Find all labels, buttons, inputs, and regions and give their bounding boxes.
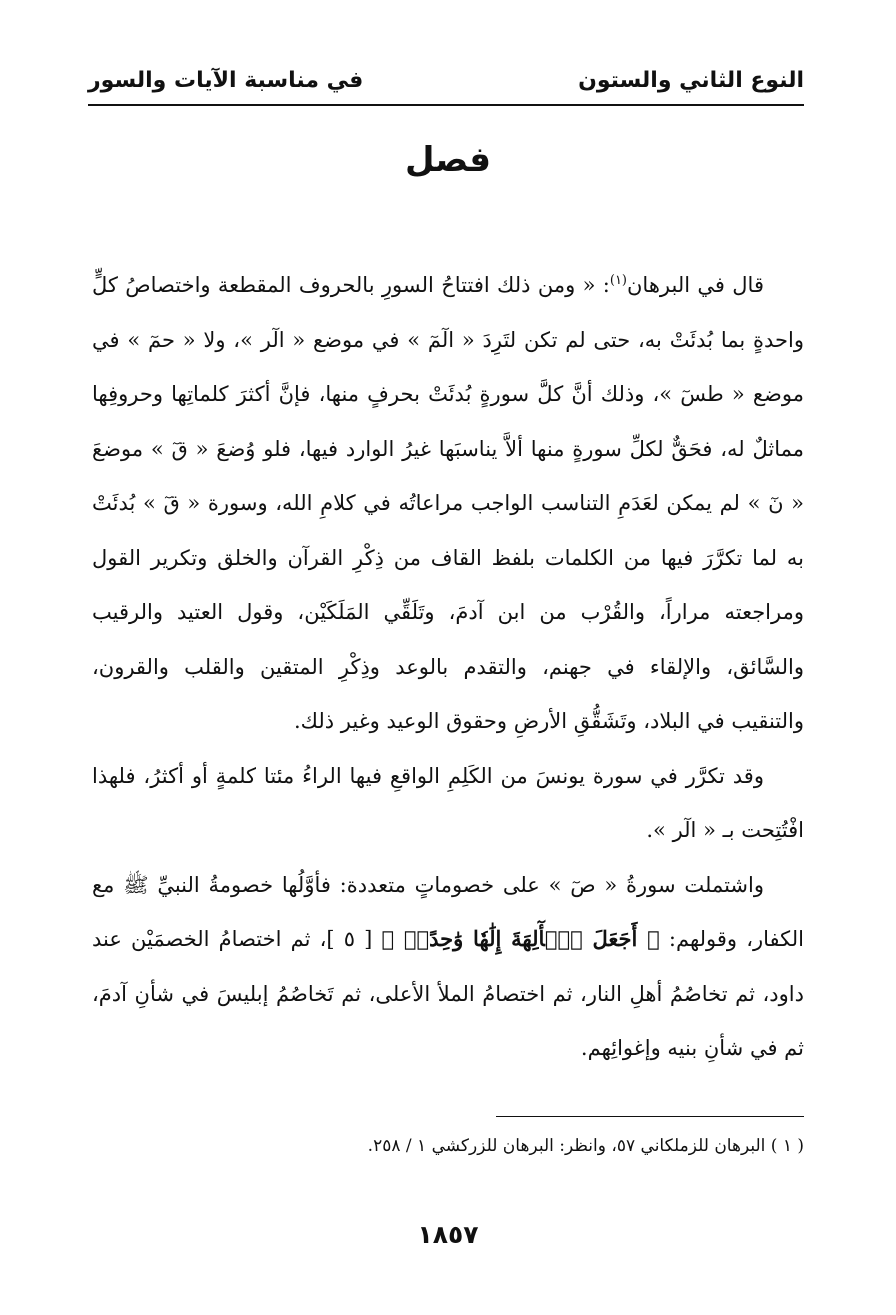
paragraph-3-lead: واشتملت سورةُ « صٓ » على خصوماتٍ متعددة: فأوَّلُها خصومةُ النبيِّ ﷺ مع الكفار، وقولهم: bbox=[92, 872, 804, 951]
paragraph-1-lead: قال في البرهان bbox=[627, 273, 764, 297]
verse-reference: [ ٥ ] bbox=[326, 927, 382, 951]
paragraph-3 bbox=[92, 858, 804, 1076]
body-text bbox=[92, 258, 804, 1076]
running-header-chapter: النوع الثاني والستون bbox=[578, 68, 804, 93]
paragraph-1-quote: : « ومن ذلك افتتاحُ السورِ بالحروف المقطعة واختصاصُ كلٍّ واحدةٍ بما بُدئَتْ به، حتى لم تكن لتَرِدَ « الٓمٓ » في موضع « الٓر »، ولا « حمٓ » في موضع « طسٓ »، وذلك أنَّ كلَّ سورةٍ بُدئَتْ بحرفٍ منها، فإنَّ أكثرَ كلماتِها وحروفِها مماثلٌ له، فحَقٌّ لكلِّ سورةٍ منها ألاَّ يناسبَها غيرُ الوارد فيها، فلو وُضعَ « قٓ » موضعَ « نٓ » لم يمكن لعَدَمِ التناسب الواجب مراعاتُه في كلامِ الله، وسورة « قٓ » بُدئَتْ به لما تكرَّرَ فيها من الكلمات بلفظ القاف من ذِكْرِ القرآن والخلق وتكرير القول ومراجعته مراراً، والقُرْب من ابن آدمَ، وتَلَقِّي المَلَكَيْن، وقول العتيد والرقيب والسَّائق، والإلقاء في جهنم، والتقدم بالوعد وذِكْرِ المتقين والقلب والقرون، والتنقيب في البلاد، وتَشَقُّقِ الأرضِ وحقوق الوعيد وغير ذلك. bbox=[92, 273, 804, 733]
section-title: فصل bbox=[404, 140, 492, 180]
running-header bbox=[88, 62, 804, 106]
footnote-reference: (١) bbox=[609, 273, 627, 288]
paragraph-3-rest: ، ثم اختصامُ الخصمَيْن عند داود، ثم تخاصُمُ أهلِ النار، ثم اختصامُ الملأ الأعلى، ثم تَخاصُمُ إبليسَ في شأنِ آدمَ، ثم في شأنِ بنيه وإغوائِهم. bbox=[92, 927, 804, 1060]
running-header-topic: في مناسبة الآيات والسور bbox=[88, 68, 364, 93]
quran-verse: ﴿ أَجَعَلَ ٱلۡأٓلِهَةَ إِلَٰهٗا وَٰحِدًاۖ ﴾ bbox=[381, 926, 660, 951]
page-number: ١٨٥٧ bbox=[417, 1220, 479, 1249]
paragraph-1 bbox=[92, 258, 804, 749]
footnote: ( ١ ) البرهان للزملكاني ٥٧، وانظر: البرهان للزركشي ١ / ٢٥٨. bbox=[367, 1136, 804, 1156]
paragraph-2: وقد تكرَّر في سورة يونسَ من الكَلِمِ الواقعِ فيها الراءُ مئتا كلمةٍ أو أكثرُ، فلهذا افْتُتِحت بـ « الٓر ». bbox=[92, 763, 804, 842]
footnote-separator bbox=[496, 1116, 804, 1117]
